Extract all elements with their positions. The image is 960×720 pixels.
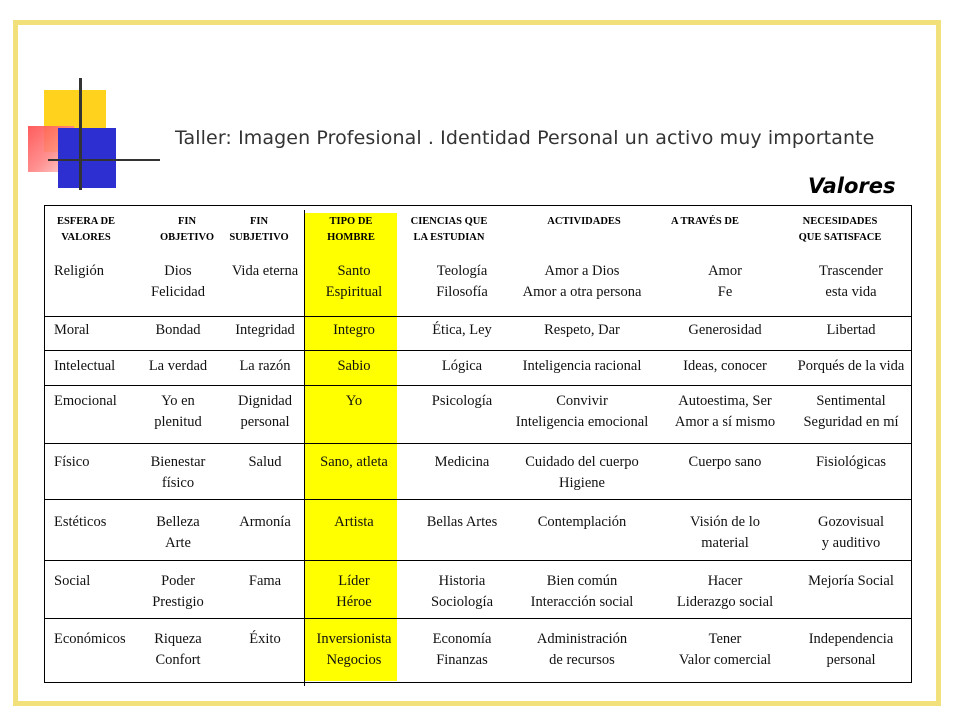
cell-line: Fisiológicas <box>815 454 887 470</box>
cell-line: Interacción social <box>530 594 634 610</box>
table-cell <box>507 571 657 613</box>
cell-line: Amor <box>708 263 742 279</box>
table-cell <box>304 261 404 303</box>
cell-line: Líder <box>338 573 370 589</box>
table-cell <box>661 629 789 671</box>
row-label <box>54 452 136 473</box>
cell-line: Bellas Artes <box>426 514 498 530</box>
table-cell <box>661 512 789 554</box>
table-cell <box>224 356 306 377</box>
cell-line: Historia <box>438 573 486 589</box>
cell-line: Cuidado del cuerpo <box>525 454 639 470</box>
cell-line: Prestigio <box>152 594 204 610</box>
cell-line: Intelectual <box>54 358 116 374</box>
table-cell <box>304 571 404 613</box>
column-header <box>524 214 644 230</box>
table-cell <box>304 320 404 341</box>
cell-line: Vida eterna <box>231 263 299 279</box>
column-header-line: CIENCIAS QUE <box>410 216 488 227</box>
row-label <box>54 571 136 592</box>
cell-line: Fe <box>717 284 733 300</box>
column-header-line: HOMBRE <box>327 232 375 243</box>
cell-line: Dios <box>164 263 192 279</box>
table-cell <box>304 452 404 473</box>
cell-line: Confort <box>155 652 201 668</box>
table-cell <box>136 320 220 341</box>
cell-line: Psicología <box>431 393 493 409</box>
row-label <box>54 261 136 282</box>
cell-line: Religión <box>54 263 104 279</box>
table-cell <box>304 356 404 377</box>
cell-line: Sentimental <box>816 393 886 409</box>
slide-title: Taller: Imagen Profesional . Identidad Personal un activo muy importante <box>175 127 875 149</box>
cell-line: Social <box>54 573 91 589</box>
table-cell <box>224 512 306 533</box>
cell-line: Económicos <box>54 631 126 647</box>
cell-line: Mejoría Social <box>808 573 894 589</box>
cell-line: Artista <box>334 514 374 530</box>
column-header-line: ESFERA DE <box>56 216 116 227</box>
column-header-line: VALORES <box>61 232 111 243</box>
table-cell <box>507 512 657 533</box>
cell-line: Sociología <box>430 594 494 610</box>
table-cell <box>224 391 306 433</box>
cell-line: Dignidad <box>238 393 292 409</box>
column-header-line: FIN <box>249 216 269 227</box>
cell-line: Valor comercial <box>678 652 772 668</box>
cell-line: Administración <box>536 631 628 647</box>
cell-line: plenitud <box>154 414 202 430</box>
cell-line: personal <box>240 414 290 430</box>
row-divider <box>44 443 912 444</box>
cell-line: Higiene <box>559 475 605 491</box>
cell-line: y auditivo <box>821 535 881 551</box>
table-cell <box>412 391 512 412</box>
cell-line: Cuerpo sano <box>688 454 762 470</box>
cell-line: Fama <box>248 573 282 589</box>
cell-line: Amor a Dios <box>544 263 620 279</box>
cell-line: Sabio <box>337 358 371 374</box>
table-cell <box>136 452 220 494</box>
cell-line: Riqueza <box>154 631 202 647</box>
table-cell <box>661 391 789 433</box>
table-cell <box>304 512 404 533</box>
row-divider <box>44 385 912 386</box>
cell-line: Bienestar <box>150 454 206 470</box>
table-cell <box>412 629 512 671</box>
row-label <box>54 356 136 377</box>
row-label <box>54 320 136 341</box>
table-cell <box>136 261 220 303</box>
column-header-line: FIN <box>177 216 197 227</box>
cell-line: Éxito <box>249 631 281 647</box>
cell-line: Emocional <box>54 393 117 409</box>
cell-line: Bien común <box>546 573 618 589</box>
table-cell <box>661 320 789 341</box>
cell-line: Poder <box>161 573 195 589</box>
cell-line: Yo <box>345 393 363 409</box>
cell-line: de recursos <box>549 652 615 668</box>
cell-line: La verdad <box>148 358 208 374</box>
table-cell <box>136 356 220 377</box>
cell-line: material <box>701 535 749 551</box>
cell-line: Teología <box>436 263 488 279</box>
table-cell <box>136 571 220 613</box>
column-header-line: A TRAVÉS DE <box>671 216 739 227</box>
cell-line: Integridad <box>235 322 295 338</box>
cell-line: personal <box>826 652 876 668</box>
cell-line: Inteligencia emocional <box>515 414 649 430</box>
horizontal-line-decoration <box>48 159 160 161</box>
table-cell <box>412 452 512 473</box>
cell-line: Generosidad <box>688 322 762 338</box>
cell-line: Filosofía <box>436 284 488 300</box>
row-label <box>54 391 136 412</box>
cell-line: Hacer <box>707 573 743 589</box>
cell-line: Felicidad <box>151 284 205 300</box>
blue-square-decoration <box>58 128 116 188</box>
cell-line: Armonía <box>239 514 291 530</box>
cell-line: Amor a otra persona <box>522 284 642 300</box>
table-cell <box>790 391 912 433</box>
column-header-line: TIPO DE <box>329 216 373 227</box>
table-cell <box>790 356 912 377</box>
table-cell <box>304 391 404 412</box>
cell-line: Arte <box>165 535 191 551</box>
table-cell <box>790 452 912 473</box>
table-cell <box>412 261 512 303</box>
cell-line: Economía <box>432 631 492 647</box>
table-cell <box>412 320 512 341</box>
cell-line: Negocios <box>326 652 382 668</box>
cell-line: Medicina <box>434 454 490 470</box>
cell-line: Independencia <box>808 631 894 647</box>
table-cell <box>790 320 912 341</box>
cell-line: Respeto, Dar <box>544 322 620 338</box>
cell-line: Moral <box>54 322 90 338</box>
column-header-line: QUE SATISFACE <box>798 232 882 243</box>
table-cell <box>661 452 789 473</box>
column-header-line: SUBJETIVO <box>229 232 289 243</box>
cell-line: Yo en <box>161 393 195 409</box>
row-label <box>54 512 136 533</box>
row-divider <box>44 618 912 619</box>
cell-line: Bondad <box>155 322 201 338</box>
row-divider <box>44 560 912 561</box>
cell-line: físico <box>161 475 195 491</box>
cell-line: Gozovisual <box>817 514 885 530</box>
table-cell <box>661 356 789 377</box>
table-cell <box>224 452 306 473</box>
cell-line: Tener <box>708 631 742 647</box>
table-cell <box>136 391 220 433</box>
table-cell <box>790 571 912 592</box>
section-heading: Valores <box>808 174 896 198</box>
cell-line: Inversionista <box>316 631 392 647</box>
cell-line: esta vida <box>825 284 877 300</box>
cell-line: Contemplación <box>537 514 627 530</box>
cell-line: Trascender <box>819 263 883 279</box>
column-header-line: LA ESTUDIAN <box>413 232 485 243</box>
table-cell <box>790 261 912 303</box>
table-cell <box>790 512 912 554</box>
cell-line: Integro <box>333 322 375 338</box>
table-cell <box>412 512 512 533</box>
cell-line: Físico <box>54 454 90 470</box>
row-divider <box>44 316 912 317</box>
table-cell <box>507 320 657 341</box>
table-cell <box>661 571 789 613</box>
table-cell <box>304 629 404 671</box>
table-cell <box>224 261 306 282</box>
cell-line: Autoestima, Ser <box>678 393 772 409</box>
column-header <box>780 214 900 246</box>
table-cell <box>790 629 912 671</box>
column-header-line: NECESIDADES <box>802 216 878 227</box>
cell-line: Liderazgo social <box>676 594 774 610</box>
row-divider <box>44 499 912 500</box>
table-cell <box>507 629 657 671</box>
cell-line: Ética, Ley <box>432 322 492 338</box>
cell-line: Inteligencia racional <box>522 358 642 374</box>
cell-line: Visión de lo <box>689 514 760 530</box>
vertical-line-decoration <box>79 78 82 190</box>
cell-line: Seguridad en mí <box>803 414 899 430</box>
cell-line: La razón <box>239 358 291 374</box>
table-cell <box>224 629 306 650</box>
cell-line: Estéticos <box>54 514 107 530</box>
cell-line: Espiritual <box>325 284 383 300</box>
cell-line: Héroe <box>336 594 372 610</box>
column-header-line: OBJETIVO <box>159 232 215 243</box>
row-label <box>54 629 136 650</box>
row-divider <box>44 350 912 351</box>
column-header <box>645 214 765 230</box>
cell-line: Santo <box>337 263 371 279</box>
table-cell <box>136 512 220 554</box>
cell-line: Porqués de la vida <box>797 358 905 374</box>
cell-line: Convivir <box>556 393 608 409</box>
column-header-line: ACTIVIDADES <box>547 216 621 227</box>
cell-line: Amor a sí mismo <box>674 414 776 430</box>
cell-line: Belleza <box>156 514 200 530</box>
cell-line: Salud <box>248 454 282 470</box>
table-cell <box>412 571 512 613</box>
table-cell <box>412 356 512 377</box>
table-cell <box>224 571 306 592</box>
table-cell <box>507 391 657 433</box>
table-cell <box>507 452 657 494</box>
cell-line: Lógica <box>441 358 483 374</box>
cell-line: Libertad <box>826 322 876 338</box>
table-cell <box>507 356 657 377</box>
table-cell <box>661 261 789 303</box>
cell-line: Sano, atleta <box>320 454 388 470</box>
table-cell <box>224 320 306 341</box>
table-cell <box>136 629 220 671</box>
column-header <box>389 214 509 246</box>
cell-line: Finanzas <box>436 652 488 668</box>
cell-line: Ideas, conocer <box>683 358 767 374</box>
table-cell <box>507 261 657 303</box>
